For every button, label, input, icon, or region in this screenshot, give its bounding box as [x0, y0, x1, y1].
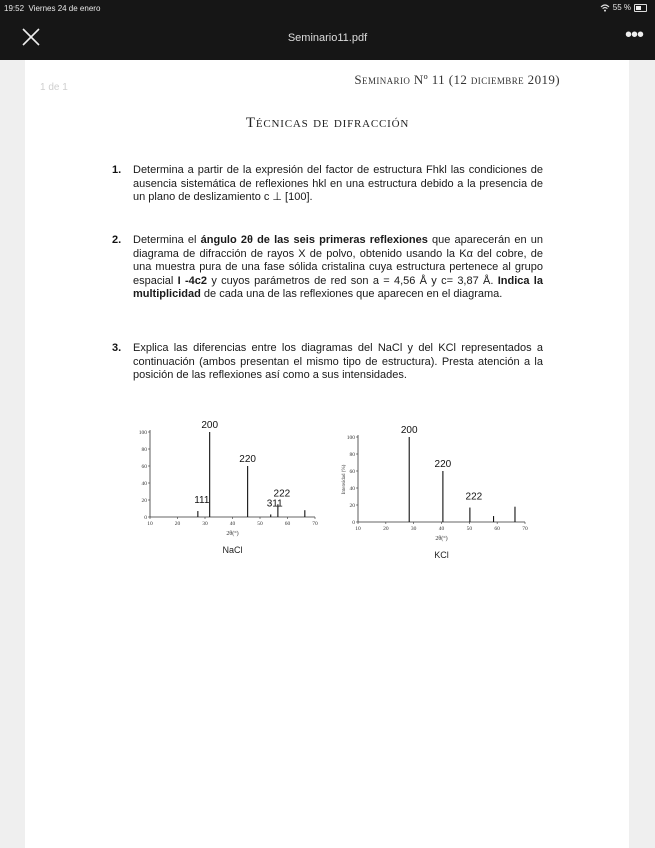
peak-label: 311: [266, 498, 283, 510]
y-tick-label: 80: [141, 447, 147, 453]
diffraction-figure: [130, 412, 530, 572]
y-tick-label: 100: [346, 435, 355, 441]
y-axis-label: Intensidad (%): [342, 464, 347, 495]
status-right: [600, 3, 647, 12]
question-text: Determina el ángulo 2θ de las seis primeras reflexiones que aparecerán en un diagrama de difracción de rayos X de polvo, obtenido usando la Kα del cobre, de una muestra pura de una fase sólida cristalina cuya estructura pertenece al grupo espacial I -4c2 y cuyos parámetros de red son a = 4,56 Å y c= 3,87 Å. Indica la multiplicidad de cada una de las reflexiones que aparecen en el diagrama.: [133, 234, 544, 300]
status-time-date: 19:52 Viernes 24 de enero: [4, 4, 101, 13]
x-axis-label: 2θ(°): [226, 531, 239, 537]
peak-label: 200: [400, 425, 418, 436]
peak-label: 222: [273, 488, 291, 500]
question-number: 3.: [112, 342, 122, 354]
peak-label: 111: [194, 495, 210, 507]
peak-label: 220: [434, 459, 452, 470]
peak-label: 200: [201, 420, 219, 431]
x-tick-label: 30: [202, 521, 208, 527]
x-tick-label: 10: [147, 521, 153, 527]
x-tick-label: 20: [174, 521, 181, 527]
y-tick-label: 60: [141, 464, 147, 470]
peak-label: 222: [465, 491, 483, 503]
x-axis-label: 2θ(°): [435, 536, 448, 542]
y-tick-label: 80: [349, 452, 355, 458]
more-icon[interactable]: •••: [624, 24, 643, 46]
x-tick-label: 40: [438, 526, 445, 532]
battery-percent: 55 %: [612, 3, 631, 12]
toolbar: [0, 16, 655, 60]
y-tick-label: 40: [141, 481, 147, 487]
y-tick-label: 40: [349, 486, 355, 492]
x-tick-label: 50: [466, 526, 473, 532]
x-tick-label: 70: [522, 526, 528, 532]
y-tick-label: 100: [138, 430, 147, 436]
document-title: Seminario11.pdf: [287, 32, 368, 44]
y-tick-label: 0: [352, 520, 355, 526]
x-tick-label: 50: [257, 521, 263, 527]
x-tick-label: 60: [494, 526, 500, 532]
chart-title: NaCl: [222, 545, 243, 555]
peak-label: 220: [239, 454, 256, 465]
x-tick-label: 20: [383, 526, 389, 532]
x-tick-label: 60: [284, 521, 291, 527]
question-number: 1.: [112, 164, 122, 176]
y-tick-label: 20: [141, 498, 147, 504]
battery-icon: [634, 4, 647, 12]
question-text: Explica las diferencias entre los diagramas del NaCl y del KCl representados a continuación (ambos presentan el mismo tipo de estructura). Presta atención a la posición de las reflexiones así como a sus intensidades.: [133, 342, 543, 381]
x-tick-label: 10: [355, 526, 361, 532]
x-tick-label: 40: [229, 521, 236, 527]
page-indicator: 1 de 1: [40, 82, 68, 93]
question-number: 2.: [112, 234, 122, 246]
document-heading: Técnicas de difracción: [245, 115, 410, 131]
y-tick-label: 20: [349, 503, 355, 509]
y-tick-label: 0: [144, 515, 147, 521]
chart-title: KCl: [434, 550, 449, 560]
document-header: Seminario Nº 11 (12 diciembre 2019): [354, 72, 560, 87]
y-tick-label: 60: [349, 469, 355, 475]
x-tick-label: 30: [410, 526, 417, 532]
status-bar: [0, 0, 655, 16]
x-tick-label: 70: [312, 521, 318, 527]
question-text: Determina a partir de la expresión del factor de estructura Fhkl las condiciones de ausencia sistemática de reflexiones hkl en una estructura debido a la presencia de un plano de deslizamiento c ⊥ [100].: [133, 164, 543, 203]
wifi-icon: [600, 4, 610, 12]
